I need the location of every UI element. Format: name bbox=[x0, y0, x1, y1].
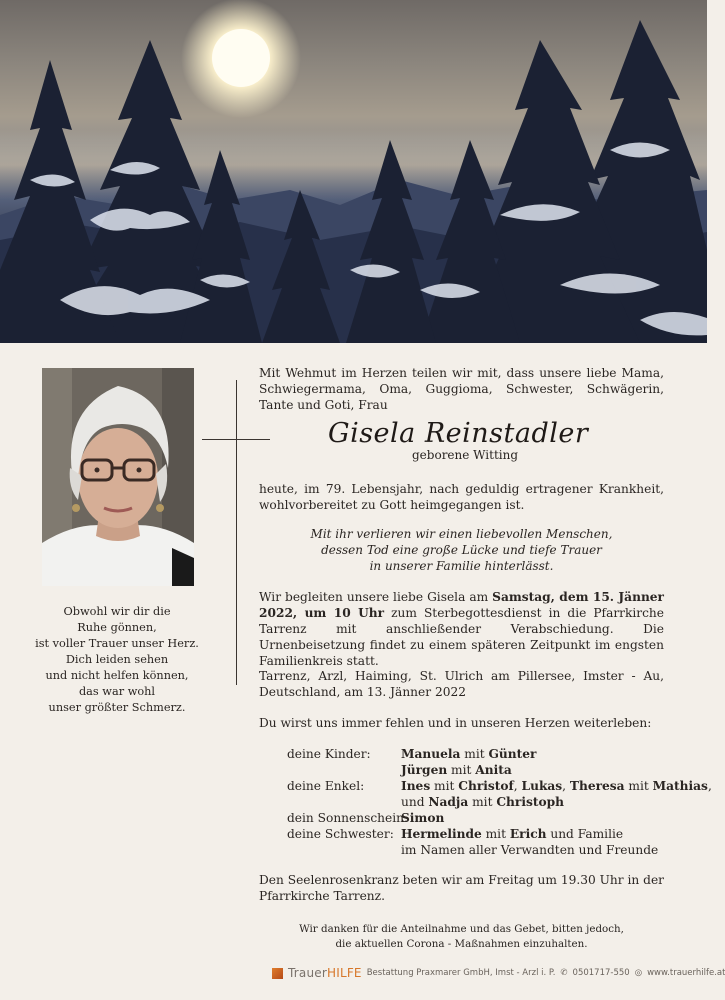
funeral-text-pre: Wir begleiten unsere liebe Gisela am bbox=[259, 590, 493, 604]
quote-line: in unserer Familie hinterlässt. bbox=[369, 559, 554, 573]
thanks-line: Wir danken für die Anteilnahme und das Gebet, bitten jedoch, bbox=[299, 923, 624, 935]
all-relatives-line: im Namen aller Verwandten und Freunde bbox=[401, 843, 659, 857]
family-name: Mathias bbox=[652, 779, 708, 793]
poem-line: unser größter Schmerz. bbox=[48, 701, 186, 714]
quote-block bbox=[259, 526, 664, 574]
family-connector: , bbox=[707, 779, 712, 793]
intro-paragraph bbox=[259, 365, 664, 413]
thanks-note bbox=[259, 922, 664, 952]
family-name: Hermelinde bbox=[401, 827, 482, 841]
family-connector: mit bbox=[468, 795, 497, 809]
web-icon: ◎ bbox=[634, 968, 643, 978]
family-names bbox=[401, 762, 512, 778]
rosary-announcement: Den Seelenrosenkranz beten wir am Freitag um 19.30 Uhr in der Pfarrkirche Tarrenz. bbox=[259, 873, 664, 903]
family-connector: , bbox=[562, 779, 570, 793]
header-landscape-image bbox=[0, 0, 707, 343]
family-names bbox=[401, 826, 623, 842]
poem-text bbox=[22, 604, 212, 716]
cross-vertical-line bbox=[236, 380, 237, 685]
portrait-illustration bbox=[42, 368, 194, 586]
family-name: Simon bbox=[401, 811, 445, 825]
family-connector: mit bbox=[460, 747, 489, 761]
family-name: Erich bbox=[509, 827, 547, 841]
logo-text-b: HILFE bbox=[326, 966, 362, 980]
quote-line: dessen Tod eine große Lücke und tiefe Trauer bbox=[321, 543, 602, 557]
website-link[interactable]: www.trauerhilfe.at bbox=[647, 968, 725, 978]
phone-icon: ✆ bbox=[560, 968, 568, 978]
poem-line: und nicht helfen können, bbox=[45, 669, 189, 682]
places-and-date: Tarrenz, Arzl, Haiming, St. Ulrich am Pillersee, Imster - Au, Deutschland, am 13. Jänner 2022 bbox=[259, 669, 664, 699]
family-name: Günter bbox=[488, 747, 537, 761]
winter-forest-illustration bbox=[0, 0, 707, 343]
family-names bbox=[401, 778, 712, 794]
quote-line: Mit ihr verlieren wir einen liebevollen Menschen, bbox=[310, 527, 613, 541]
poem-line: Ruhe gönnen, bbox=[77, 621, 157, 634]
cross-horizontal-line bbox=[202, 439, 270, 440]
phone-number: 0501717-550 bbox=[572, 968, 630, 978]
family-names bbox=[401, 746, 536, 762]
portrait-photo bbox=[42, 368, 194, 586]
family-name: Theresa bbox=[569, 779, 625, 793]
deceased-name: Gisela Reinstadler bbox=[328, 418, 589, 449]
funeral-details bbox=[259, 589, 664, 669]
poem-line: Obwohl wir dir die bbox=[63, 605, 171, 618]
family-name: Nadja bbox=[428, 795, 469, 809]
trauerhilfe-logo bbox=[288, 966, 362, 980]
family-names bbox=[401, 794, 564, 810]
family-connector: und Familie bbox=[546, 827, 624, 841]
poem-line: ist voller Trauer unser Herz. bbox=[35, 637, 199, 650]
family-connector: mit bbox=[624, 779, 653, 793]
family-name: Ines bbox=[401, 779, 431, 793]
family-name: Anita bbox=[475, 763, 512, 777]
family-connector: und bbox=[401, 795, 429, 809]
family-name: Lukas bbox=[521, 779, 563, 793]
thanks-line: die aktuellen Corona - Maßnahmen einzuhalten. bbox=[335, 938, 588, 950]
family-label-sister: deine Schwester: bbox=[287, 827, 394, 841]
company-info: Bestattung Praxmarer GmbH, Imst - Arzl i. P. bbox=[366, 968, 556, 978]
funeral-date: Samstag, dem 15. Jänner 2022, um 10 Uhr bbox=[259, 590, 664, 620]
farewell-line: Du wirst uns immer fehlen und in unseren Herzen weiterleben: bbox=[259, 716, 652, 730]
family-label-children: deine Kinder: bbox=[287, 747, 371, 761]
family-name: Christoph bbox=[496, 795, 564, 809]
family-connector: mit bbox=[447, 763, 476, 777]
funeral-text-post: zum Sterbegottesdienst in die Pfarrkirche Tarrenz mit anschließender Verabschiedung. Die Urnenbeisetzung findet zu einem späteren Zeitpunkt im engsten Familienkreis statt. bbox=[259, 606, 664, 668]
poem-line: Dich leiden sehen bbox=[65, 653, 169, 666]
family-label-grandchildren: deine Enkel: bbox=[287, 779, 365, 793]
logo-text-a: Trauer bbox=[288, 966, 327, 980]
family-label-sunshine: dein Sonnenschein: bbox=[287, 811, 409, 825]
footer bbox=[272, 966, 725, 980]
family-names bbox=[401, 810, 444, 826]
trauerhilfe-logo-icon bbox=[272, 968, 283, 979]
family-name: Christof bbox=[458, 779, 514, 793]
family-connector: mit bbox=[481, 827, 510, 841]
family-connector: , bbox=[513, 779, 522, 793]
family-name: Manuela bbox=[401, 747, 461, 761]
family-connector: mit bbox=[430, 779, 459, 793]
birth-name: geborene Witting bbox=[412, 448, 519, 462]
intro-text: Mit Wehmut im Herzen teilen wir mit, dass unsere liebe Mama, Schwiegermama, Oma, Guggioma, Schwester, Schwägerin, Tante und Goti, Frau bbox=[259, 366, 664, 412]
family-name: Jürgen bbox=[401, 763, 448, 777]
poem-line: das war wohl bbox=[78, 685, 156, 698]
death-announcement: heute, im 79. Lebensjahr, nach geduldig ertragener Krankheit, wohlvorbereitet zu Gott heimgegangen ist. bbox=[259, 482, 664, 512]
